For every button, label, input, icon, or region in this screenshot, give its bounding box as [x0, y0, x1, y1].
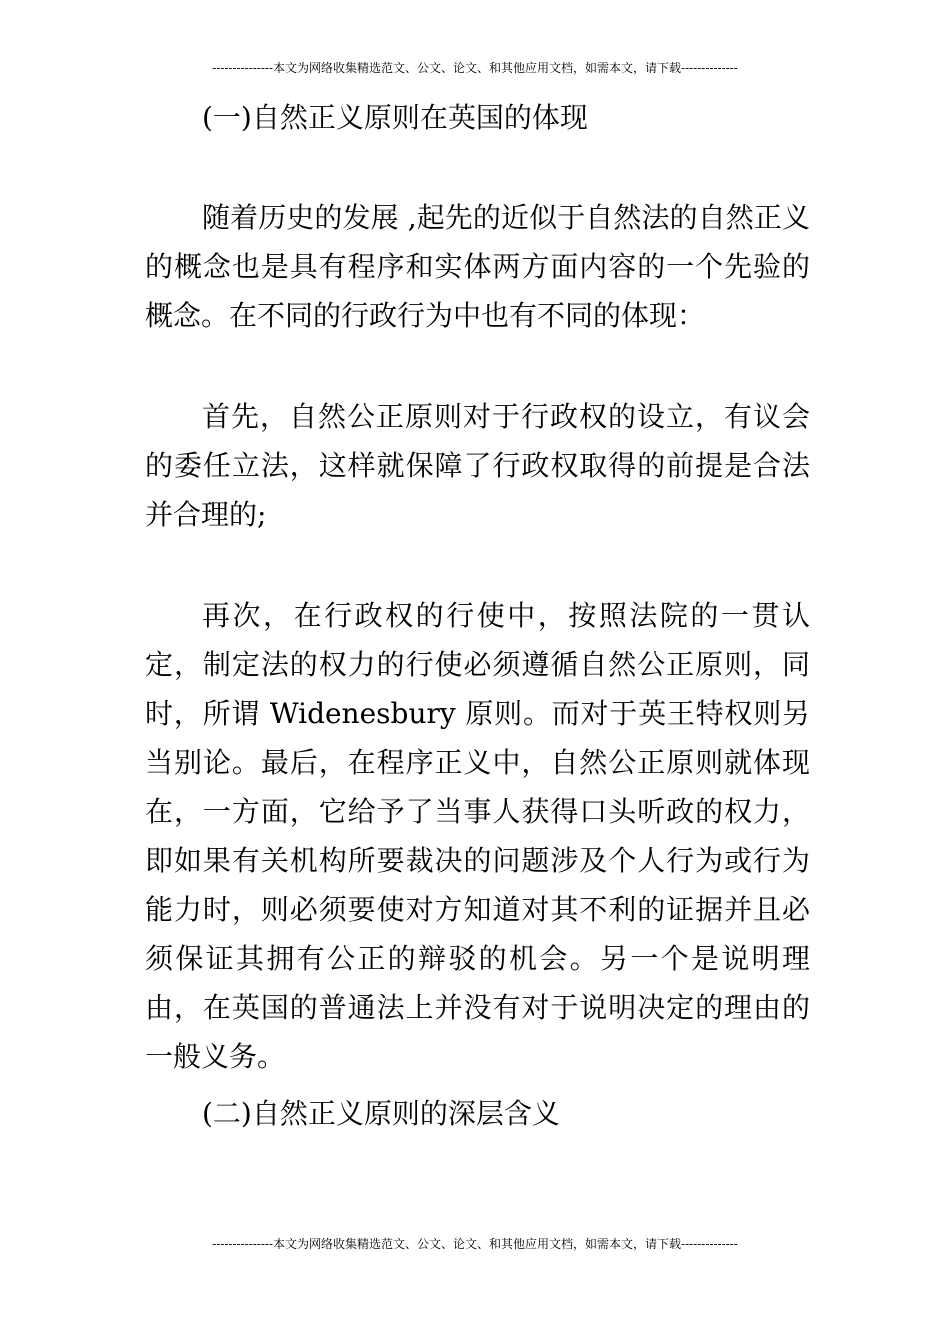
- footer-banner: ---------------本文为网络收集精选范文、公文、论文、和其他应用文档，如需本文，请下载--------------: [212, 1237, 738, 1251]
- paragraph-2: 首先，自然公正原则对于行政权的设立，有议会的委任立法，这样就保障了行政权取得的前提是合法并合理的;: [145, 400, 810, 531]
- paragraph-1: 随着历史的发展 ,起先的近似于自然法的自然正义的概念也是具有程序和实体两方面内容的一个先验的概念。在不同的行政行为中也有不同的体现：: [145, 201, 810, 332]
- section-heading-1: (一)自然正义原则在英国的体现: [202, 101, 588, 134]
- paragraph-3: 再次，在行政权的行使中，按照法院的一贯认定，制定法的权力的行使必须遵循自然公正原则，同时，所谓 Widenesbury 原则。而对于英王特权则另当别论。最后，在程序正义中，自然公正原则就体现在，一方面，它给予了当事人获得口头听政的权力，即如果有关机构所要裁决的问题涉及个人行为或行为能力时，则必须要使对方知道对其不利的证据并且必须保证其拥有公正的辩驳的机会。另一个是说明理由，在英国的普通法上并没有对于说明决定的理由的一般义务。: [145, 599, 810, 1073]
- header-banner: ---------------本文为网络收集精选范文、公文、论文、和其他应用文档，如需本文，请下载--------------: [212, 61, 738, 75]
- section-heading-2: (二)自然正义原则的深层含义: [202, 1097, 560, 1130]
